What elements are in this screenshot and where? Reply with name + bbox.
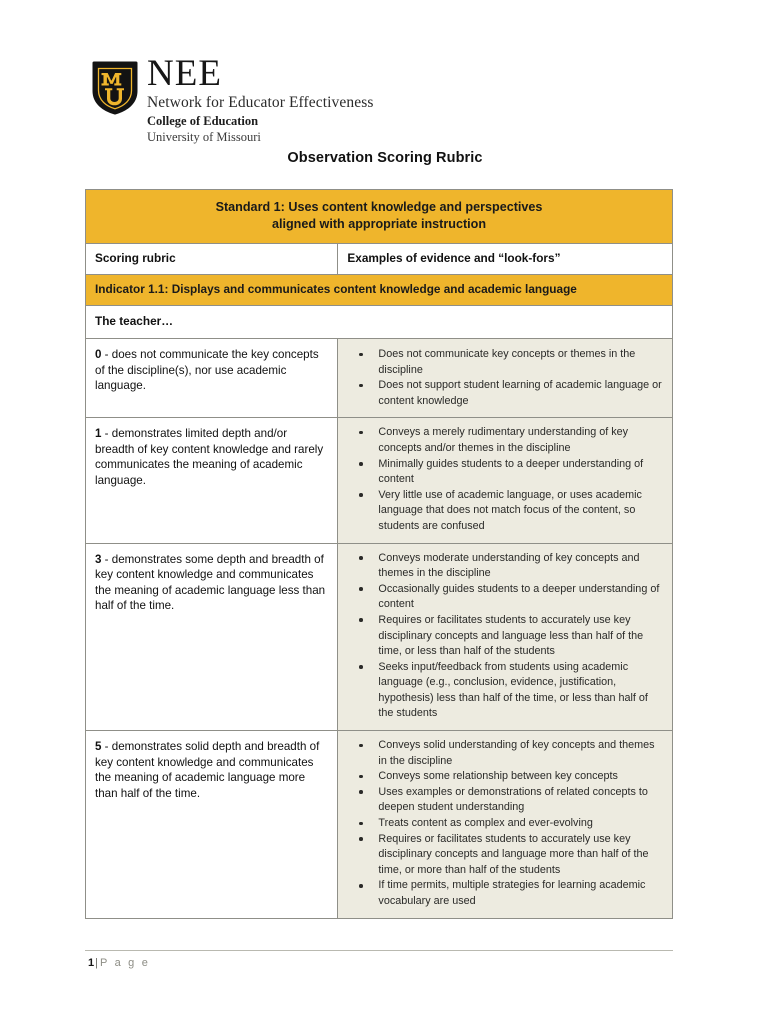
score-text-0: - does not communicate the key concepts of the discipline(s), nor use academic language.	[95, 348, 319, 392]
score-descriptor-3	[86, 543, 338, 731]
evidence-list-1	[338, 418, 673, 543]
evidence-text: Conveys moderate understanding of key concepts and themes in the discipline	[378, 551, 640, 580]
list-item	[342, 738, 662, 769]
footer-page-word: P a g e	[99, 957, 151, 969]
table-row	[86, 339, 673, 418]
bullet-icon	[359, 790, 363, 794]
score-number-1: 1	[95, 427, 102, 441]
evidence-text: Uses examples or demonstrations of related concepts to deepen student understanding	[378, 785, 648, 814]
list-item	[342, 488, 662, 535]
score-descriptor-0	[86, 339, 338, 418]
evidence-text: Conveys some relationship between key concepts	[378, 770, 618, 783]
rubric-table	[85, 189, 673, 919]
evidence-list-3	[338, 543, 673, 731]
column-header-scoring-rubric: Scoring rubric	[86, 244, 338, 275]
list-item	[342, 785, 662, 816]
evidence-list-0	[338, 339, 673, 418]
score-text-5: - demonstrates solid depth and breadth of key content knowledge and communicates the meaning of academic language more than half of the time.	[95, 740, 320, 800]
score-number-5: 5	[95, 740, 102, 754]
bullet-icon	[359, 837, 363, 841]
evidence-text: Minimally guides students to a deeper understanding of content	[378, 457, 644, 486]
footer	[88, 957, 150, 969]
score-number-0: 0	[95, 348, 102, 361]
bullet-icon	[359, 665, 363, 669]
evidence-text: Requires or facilitates students to accurately use key disciplinary concepts and language more than half of the time, or more than half of the students	[378, 832, 649, 876]
list-item	[342, 551, 662, 582]
logo-university: University of Missouri	[147, 130, 261, 144]
score-descriptor-5	[86, 731, 338, 919]
evidence-text: If time permits, multiple strategies for learning academic vocabulary are used	[378, 879, 646, 907]
score-text-3: - demonstrates some depth and breadth of key content knowledge and communicates the meaning of academic language less than half of the time.	[95, 552, 326, 613]
evidence-text: Treats content as complex and ever-evolving	[378, 817, 593, 830]
bullet-icon	[359, 384, 363, 388]
evidence-text: Requires or facilitates students to accurately use key disciplinary concepts and language less than half of the time, or less than half of the students	[378, 613, 644, 658]
logo-college: College of Education	[147, 114, 259, 128]
list-item	[342, 613, 662, 660]
list-item	[342, 582, 662, 613]
bullet-icon	[359, 462, 363, 466]
bullet-icon	[359, 884, 363, 888]
list-item	[342, 832, 662, 879]
evidence-text: Conveys solid understanding of key concepts and themes in the discipline	[378, 739, 655, 767]
score-number-3: 3	[95, 552, 102, 566]
list-item	[342, 425, 662, 456]
indicator-label: Indicator 1.1: Displays and communicates content knowledge and academic language	[86, 275, 673, 306]
standard-banner	[86, 190, 673, 244]
standard-banner-row	[86, 190, 673, 244]
table-row	[86, 543, 673, 731]
logo-tagline: Network for Educator Effectiveness	[147, 94, 374, 111]
evidence-text: Occasionally guides students to a deeper understanding of content	[378, 582, 660, 611]
logo-wordmark	[147, 53, 374, 145]
stem-row	[86, 306, 673, 339]
bullet-icon	[359, 822, 363, 826]
evidence-text: Does not communicate key concepts or themes in the discipline	[378, 348, 636, 376]
evidence-text: Seeks input/feedback from students using academic language (e.g., conclusion, evidence, justification, hypothesis) less than half of the time, or less than half of the students	[378, 660, 648, 720]
stem-label: The teacher…	[86, 306, 673, 339]
evidence-list-5	[338, 731, 673, 919]
score-text-1: - demonstrates limited depth and/or breadth of key content knowledge and rarely communicates the meaning of academic language.	[95, 427, 324, 487]
list-item	[342, 769, 662, 785]
list-item	[342, 457, 662, 488]
logo-acronym: NEE	[147, 53, 222, 94]
standard-banner-line1: Standard 1: Uses content knowledge and perspectives	[215, 200, 543, 214]
evidence-text: Does not support student learning of academic language or content knowledge	[378, 379, 662, 407]
table-row	[86, 731, 673, 919]
bullet-icon	[359, 618, 363, 622]
bullet-icon	[359, 493, 363, 497]
mu-shield-icon	[92, 61, 138, 115]
nee-logo	[92, 53, 374, 145]
bullet-icon	[359, 431, 363, 435]
indicator-row	[86, 275, 673, 306]
list-item	[342, 347, 662, 378]
column-header-evidence: Examples of evidence and “look-fors”	[338, 244, 673, 275]
bullet-icon	[359, 744, 363, 748]
page-number: 1	[88, 957, 95, 969]
page-title: Observation Scoring Rubric	[287, 150, 483, 166]
bullet-icon	[359, 587, 363, 591]
list-item	[342, 878, 662, 909]
score-descriptor-1	[86, 418, 338, 543]
bullet-icon	[359, 556, 363, 560]
footer-divider	[85, 950, 673, 951]
evidence-text: Conveys a merely rudimentary understanding of key concepts and/or themes in the discipline	[378, 426, 629, 454]
footer-separator: |	[95, 957, 98, 969]
list-item	[342, 660, 662, 722]
bullet-icon	[359, 353, 363, 357]
column-header-row	[86, 244, 673, 275]
bullet-icon	[359, 775, 363, 779]
list-item	[342, 378, 662, 409]
evidence-text: Very little use of academic language, or uses academic language that does not match focus of the content, so students are confused	[378, 488, 642, 532]
table-row	[86, 418, 673, 543]
standard-banner-line2: aligned with appropriate instruction	[271, 217, 487, 231]
list-item	[342, 816, 662, 832]
